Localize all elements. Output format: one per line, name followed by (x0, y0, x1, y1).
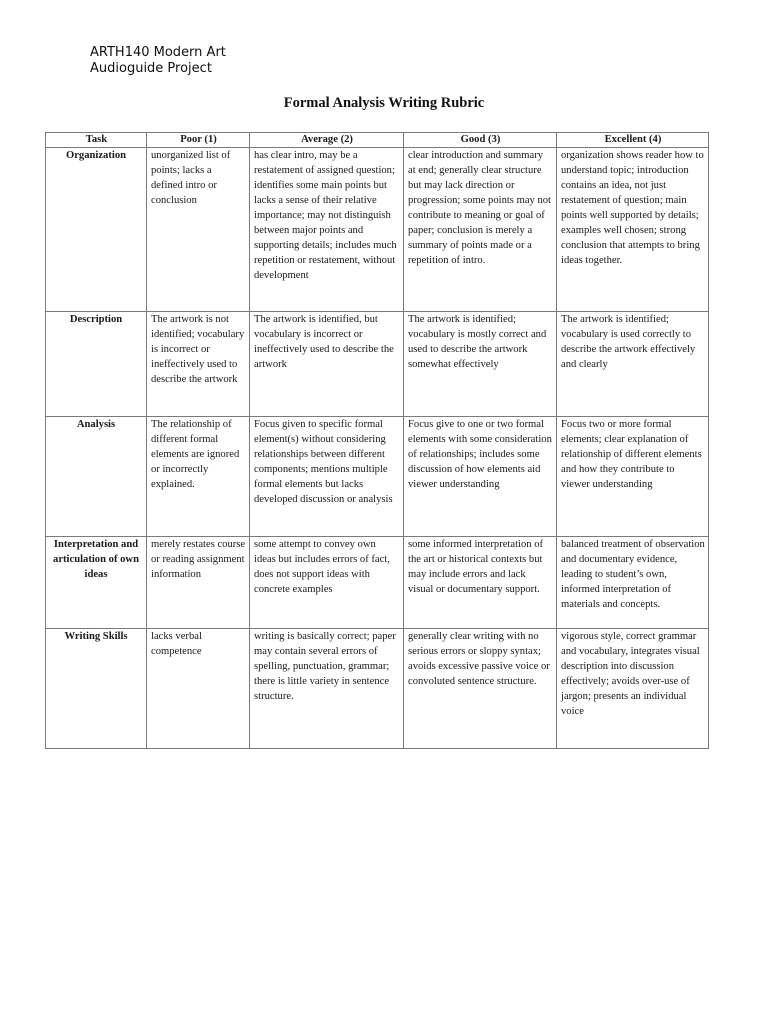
poor-cell: The relationship of different formal elements are ignored or incorrectly explained. (147, 417, 250, 537)
table-header-row (46, 133, 709, 148)
task-cell: Organization (46, 148, 147, 312)
average-cell: writing is basically correct; paper may contain several errors of spelling, punctuation, grammar; there is little variety in sentence structure. (250, 629, 404, 749)
table-row (46, 148, 709, 312)
column-header-average: Average (2) (250, 133, 404, 148)
column-header-excellent: Excellent (4) (557, 133, 709, 148)
good-cell: clear introduction and summary at end; generally clear structure but may lack direction or progression; some points may not contribute to meaning or goal of paper; conclusion is merely a summary of points made or a repetition of intro. (404, 148, 557, 312)
table-row (46, 629, 709, 749)
task-cell: Analysis (46, 417, 147, 537)
column-header-task: Task (46, 133, 147, 148)
average-cell: The artwork is identified, but vocabulary is incorrect or ineffectively used to describe the artwork (250, 312, 404, 417)
task-cell: Interpretation and articulation of own ideas (46, 537, 147, 629)
good-cell: some informed interpretation of the art or historical contexts but may include errors and lack visual or documentary support. (404, 537, 557, 629)
poor-cell: The artwork is not identified; vocabulary is incorrect or ineffectively used to describe the artwork (147, 312, 250, 417)
excellent-cell: Focus two or more formal elements; clear explanation of relationship of different elements and how they contribute to viewer understanding (557, 417, 709, 537)
table-row (46, 537, 709, 629)
poor-cell: lacks verbal competence (147, 629, 250, 749)
excellent-cell: balanced treatment of observation and documentary evidence, leading to student’s own, informed interpretation of materials and concepts. (557, 537, 709, 629)
good-cell: The artwork is identified; vocabulary is mostly correct and used to describe the artwork somewhat effectively (404, 312, 557, 417)
page-title: Formal Analysis Writing Rubric (283, 95, 485, 111)
excellent-cell: organization shows reader how to understand topic; introduction contains an idea, not just restatement of question; main points well supported by details; examples well chosen; strong conclusion that attempts to bring ideas together. (557, 148, 709, 312)
course-name: ARTH140 Modern Art (90, 45, 226, 60)
poor-cell: merely restates course or reading assignment information (147, 537, 250, 629)
rubric-table (45, 132, 709, 749)
average-cell: has clear intro, may be a restatement of assigned question; identifies some main points but lacks a sense of their relative importance; may not distinguish between major points and supporting details; includes much repetition or restatement, without development (250, 148, 404, 312)
table-row (46, 312, 709, 417)
good-cell: generally clear writing with no serious errors or sloppy syntax; avoids excessive passive voice or convoluted sentence structure. (404, 629, 557, 749)
excellent-cell: The artwork is identified; vocabulary is used correctly to describe the artwork effectively and clearly (557, 312, 709, 417)
table-row (46, 417, 709, 537)
column-header-poor: Poor (1) (147, 133, 250, 148)
excellent-cell: vigorous style, correct grammar and vocabulary, integrates visual description into discussion effectively; avoids over-use of jargon; presents an individual voice (557, 629, 709, 749)
average-cell: Focus given to specific formal element(s) without considering relationships between different components; mentions multiple formal elements but lacks developed discussion or analysis (250, 417, 404, 537)
task-cell: Writing Skills (46, 629, 147, 749)
poor-cell: unorganized list of points; lacks a defined intro or conclusion (147, 148, 250, 312)
average-cell: some attempt to convey own ideas but includes errors of fact, does not support ideas with concrete examples (250, 537, 404, 629)
document-header (90, 45, 226, 77)
task-cell: Description (46, 312, 147, 417)
column-header-good: Good (3) (404, 133, 557, 148)
project-name: Audioguide Project (90, 61, 212, 76)
good-cell: Focus give to one or two formal elements with some consideration of relationships; includes some discussion of how elements aid viewer understanding (404, 417, 557, 537)
